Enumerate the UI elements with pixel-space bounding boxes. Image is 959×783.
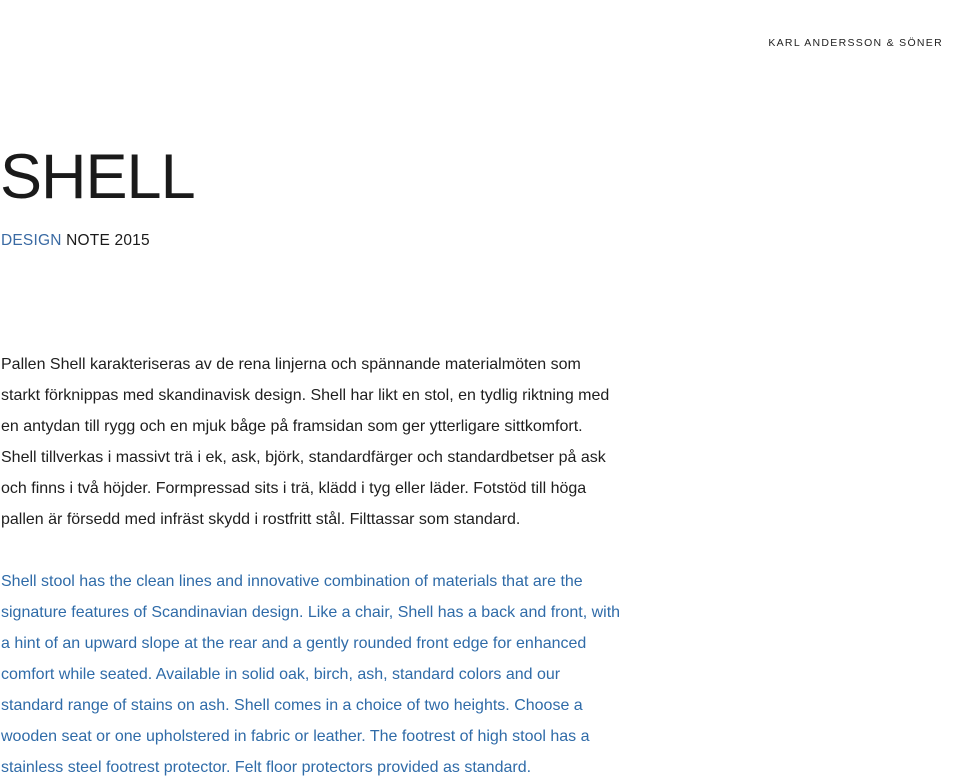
english-line: signature features of Scandinavian design. Like a chair, Shell has a back and front, with	[1, 604, 621, 621]
english-line: stainless steel footrest protector. Felt floor protectors provided as standard.	[1, 759, 532, 776]
description-swedish	[1, 349, 701, 535]
brand-name: KARL ANDERSSON & SÖNER	[768, 37, 943, 49]
english-line: a hint of an upward slope at the rear and a gently rounded front edge for enhanced	[1, 635, 587, 652]
description-english	[1, 566, 701, 783]
english-line: comfort while seated. Available in solid oak, birch, ash, standard colors and our	[1, 666, 561, 683]
english-line: wooden seat or one upholstered in fabric or leather. The footrest of high stool has a	[1, 728, 590, 745]
page-subtitle	[1, 232, 150, 250]
english-line: standard range of stains on ash. Shell comes in a choice of two heights. Choose a	[1, 697, 583, 714]
subtitle-rest: NOTE 2015	[66, 232, 150, 249]
page-title: SHELL	[0, 142, 195, 212]
swedish-line: pallen är försedd med infräst skydd i rostfritt stål. Filttassar som standard.	[1, 511, 521, 528]
swedish-line: en antydan till rygg och en mjuk båge på framsidan som ger ytterligare sittkomfort.	[1, 418, 583, 435]
swedish-line: starkt förknippas med skandinavisk design. Shell har likt en stol, en tydlig riktning med	[1, 387, 610, 404]
subtitle-prefix: DESIGN	[1, 232, 62, 249]
english-line: Shell stool has the clean lines and innovative combination of materials that are the	[1, 573, 583, 590]
swedish-line: och finns i två höjder. Formpressad sits i trä, klädd i tyg eller läder. Fotstöd till höga	[1, 480, 587, 497]
swedish-line: Pallen Shell karakteriseras av de rena linjerna och spännande materialmöten som	[1, 356, 581, 373]
swedish-line: Shell tillverkas i massivt trä i ek, ask, björk, standardfärger och standardbetser på ask	[1, 449, 606, 466]
